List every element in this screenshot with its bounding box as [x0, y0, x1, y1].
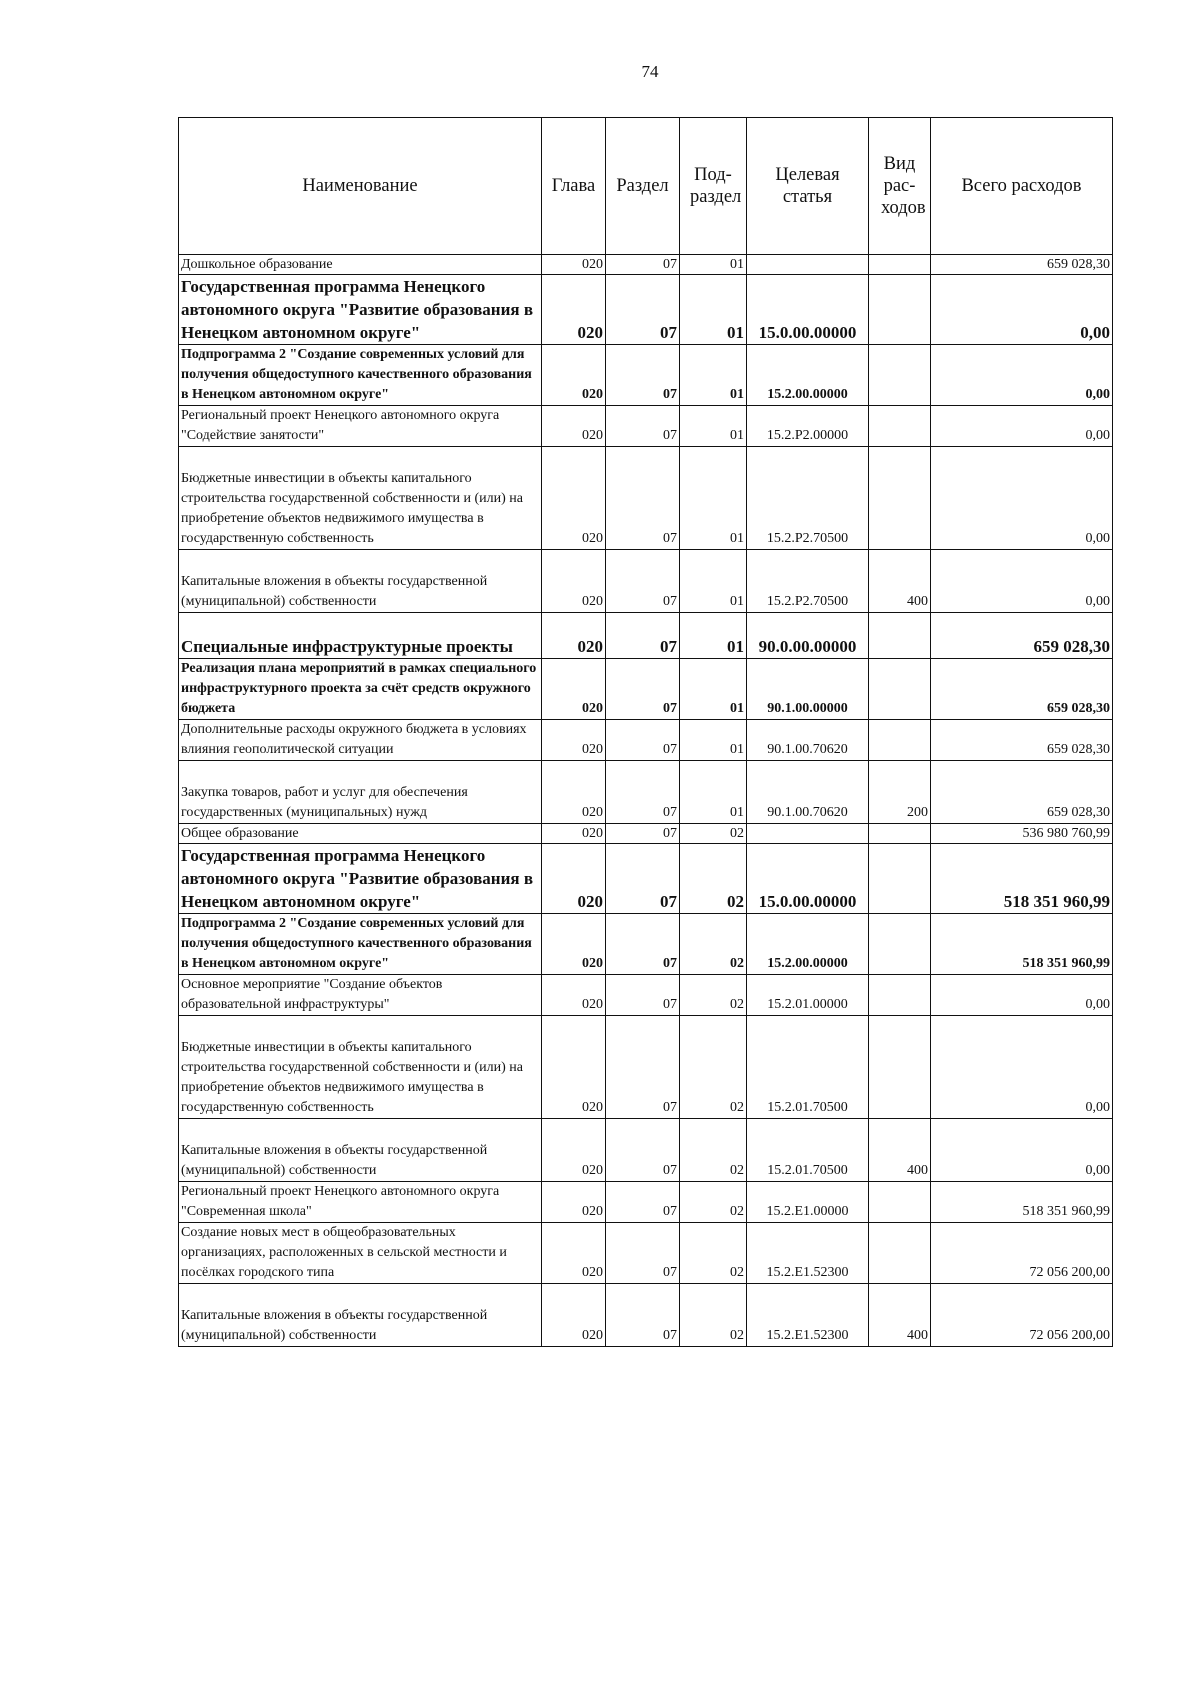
- row-subsection: 02: [680, 975, 747, 1016]
- row-name: Региональный проект Ненецкого автономного округа "Содействие занятости": [179, 406, 542, 447]
- row-total: 0,00: [931, 975, 1113, 1016]
- row-name: Капитальные вложения в объекты государственной (муниципальной) собственности: [179, 550, 542, 613]
- row-chapter: 020: [542, 844, 606, 914]
- row-target: 15.2.P2.70500: [747, 447, 869, 550]
- row-subsection: 02: [680, 824, 747, 844]
- row-type: [869, 1223, 931, 1284]
- row-chapter: 020: [542, 550, 606, 613]
- row-section: 07: [606, 345, 680, 406]
- row-subsection: 02: [680, 1223, 747, 1284]
- row-chapter: 020: [542, 255, 606, 275]
- table-row: [179, 720, 1113, 761]
- row-type: [869, 975, 931, 1016]
- row-target: 15.2.01.70500: [747, 1016, 869, 1119]
- row-total: 72 056 200,00: [931, 1223, 1113, 1284]
- row-chapter: 020: [542, 613, 606, 659]
- row-name: Закупка товаров, работ и услуг для обеспечения государственных (муниципальных) нужд: [179, 761, 542, 824]
- row-type: 400: [869, 550, 931, 613]
- row-total: 0,00: [931, 1119, 1113, 1182]
- row-subsection: 01: [680, 255, 747, 275]
- row-subsection: 01: [680, 275, 747, 345]
- row-total: 72 056 200,00: [931, 1284, 1113, 1347]
- row-total: 0,00: [931, 345, 1113, 406]
- row-chapter: 020: [542, 761, 606, 824]
- row-target: 15.2.00.00000: [747, 914, 869, 975]
- row-total: 518 351 960,99: [931, 914, 1113, 975]
- row-chapter: 020: [542, 1223, 606, 1284]
- table-row: [179, 914, 1113, 975]
- row-type: [869, 275, 931, 345]
- row-type: [869, 345, 931, 406]
- row-type: 400: [869, 1284, 931, 1347]
- row-chapter: 020: [542, 1016, 606, 1119]
- row-target: 15.0.00.00000: [747, 275, 869, 345]
- row-total: 536 980 760,99: [931, 824, 1113, 844]
- row-subsection: 02: [680, 1119, 747, 1182]
- table-header-row: [179, 118, 1113, 255]
- row-type: [869, 255, 931, 275]
- row-name: Подпрограмма 2 "Создание современных условий для получения общедоступного качественного образования в Ненецком автономном округе": [179, 345, 542, 406]
- row-subsection: 01: [680, 613, 747, 659]
- row-subsection: 01: [680, 761, 747, 824]
- row-total: 0,00: [931, 1016, 1113, 1119]
- row-subsection: 01: [680, 659, 747, 720]
- row-name: Дошкольное образование: [179, 255, 542, 275]
- table-row: [179, 345, 1113, 406]
- row-target: 15.2.P2.00000: [747, 406, 869, 447]
- row-name: Государственная программа Ненецкого автономного округа "Развитие образования в Ненецком автономном округе": [179, 275, 542, 345]
- table-row: [179, 1182, 1113, 1223]
- row-type: 200: [869, 761, 931, 824]
- row-total: 659 028,30: [931, 761, 1113, 824]
- row-type: [869, 406, 931, 447]
- header-chapter: Глава: [542, 118, 606, 255]
- row-target: 90.0.00.00000: [747, 613, 869, 659]
- header-subsection: Под-раздел: [680, 118, 747, 255]
- row-section: 07: [606, 1284, 680, 1347]
- row-type: [869, 844, 931, 914]
- table-row: [179, 975, 1113, 1016]
- row-target: 15.2.00.00000: [747, 345, 869, 406]
- row-section: 07: [606, 824, 680, 844]
- row-target: 15.2.E1.52300: [747, 1223, 869, 1284]
- row-section: 07: [606, 406, 680, 447]
- row-section: 07: [606, 1223, 680, 1284]
- row-section: 07: [606, 975, 680, 1016]
- row-total: 659 028,30: [931, 255, 1113, 275]
- row-target: [747, 824, 869, 844]
- row-chapter: 020: [542, 914, 606, 975]
- row-type: [869, 914, 931, 975]
- row-target: 15.2.E1.00000: [747, 1182, 869, 1223]
- table-row: [179, 1223, 1113, 1284]
- row-type: [869, 1016, 931, 1119]
- header-name: Наименование: [179, 118, 542, 255]
- table-row: [179, 761, 1113, 824]
- row-name: Региональный проект Ненецкого автономного округа "Современная школа": [179, 1182, 542, 1223]
- row-type: [869, 613, 931, 659]
- row-subsection: 01: [680, 447, 747, 550]
- row-target: [747, 255, 869, 275]
- row-chapter: 020: [542, 975, 606, 1016]
- row-chapter: 020: [542, 275, 606, 345]
- row-type: [869, 824, 931, 844]
- table-row: [179, 1119, 1113, 1182]
- row-name: Общее образование: [179, 824, 542, 844]
- row-name: Бюджетные инвестиции в объекты капитального строительства государственной собственности и (или) на приобретение объектов недвижимого имущества в государственную собственность: [179, 1016, 542, 1119]
- row-name: Бюджетные инвестиции в объекты капитального строительства государственной собственности и (или) на приобретение объектов недвижимого имущества в государственную собственность: [179, 447, 542, 550]
- page-number: 74: [641, 62, 659, 81]
- row-type: [869, 1182, 931, 1223]
- row-subsection: 02: [680, 1284, 747, 1347]
- row-target: 90.1.00.70620: [747, 761, 869, 824]
- table-row: [179, 275, 1113, 345]
- table-row: [179, 659, 1113, 720]
- row-target: 15.2.E1.52300: [747, 1284, 869, 1347]
- row-section: 07: [606, 1182, 680, 1223]
- row-name: Капитальные вложения в объекты государственной (муниципальной) собственности: [179, 1119, 542, 1182]
- table-row: [179, 447, 1113, 550]
- row-subsection: 02: [680, 844, 747, 914]
- row-chapter: 020: [542, 1284, 606, 1347]
- row-total: 659 028,30: [931, 613, 1113, 659]
- budget-table: [178, 117, 1113, 1347]
- row-name: Основное мероприятие "Создание объектов образовательной инфраструктуры": [179, 975, 542, 1016]
- row-type: 400: [869, 1119, 931, 1182]
- row-section: 07: [606, 1016, 680, 1119]
- row-chapter: 020: [542, 824, 606, 844]
- header-section: Раздел: [606, 118, 680, 255]
- row-subsection: 01: [680, 550, 747, 613]
- row-name: Создание новых мест в общеобразовательных организациях, расположенных в сельской местности и посёлках городского типа: [179, 1223, 542, 1284]
- row-chapter: 020: [542, 345, 606, 406]
- row-section: 07: [606, 914, 680, 975]
- row-type: [869, 447, 931, 550]
- row-type: [869, 720, 931, 761]
- row-name: Специальные инфраструктурные проекты: [179, 613, 542, 659]
- row-total: 0,00: [931, 275, 1113, 345]
- row-total: 0,00: [931, 550, 1113, 613]
- table-row: [179, 550, 1113, 613]
- row-total: 0,00: [931, 447, 1113, 550]
- row-name: Реализация плана мероприятий в рамках специального инфраструктурного проекта за счёт средств окружного бюджета: [179, 659, 542, 720]
- header-expense-type: Вид рас-ходов: [869, 118, 931, 255]
- row-type: [869, 659, 931, 720]
- row-chapter: 020: [542, 659, 606, 720]
- row-section: 07: [606, 550, 680, 613]
- row-section: 07: [606, 720, 680, 761]
- row-section: 07: [606, 275, 680, 345]
- table-row: [179, 1284, 1113, 1347]
- row-section: 07: [606, 659, 680, 720]
- row-target: 15.2.01.00000: [747, 975, 869, 1016]
- row-total: 659 028,30: [931, 659, 1113, 720]
- row-total: 659 028,30: [931, 720, 1113, 761]
- row-name: Капитальные вложения в объекты государственной (муниципальной) собственности: [179, 1284, 542, 1347]
- row-total: 518 351 960,99: [931, 844, 1113, 914]
- row-subsection: 02: [680, 1182, 747, 1223]
- row-chapter: 020: [542, 406, 606, 447]
- row-subsection: 02: [680, 914, 747, 975]
- row-section: 07: [606, 447, 680, 550]
- row-target: 90.1.00.70620: [747, 720, 869, 761]
- table-row: [179, 255, 1113, 275]
- header-target: Целевая статья: [747, 118, 869, 255]
- row-name: Государственная программа Ненецкого автономного округа "Развитие образования в Ненецком автономном округе": [179, 844, 542, 914]
- row-chapter: 020: [542, 1182, 606, 1223]
- row-section: 07: [606, 761, 680, 824]
- row-target: 15.0.00.00000: [747, 844, 869, 914]
- row-target: 15.2.01.70500: [747, 1119, 869, 1182]
- row-target: 15.2.P2.70500: [747, 550, 869, 613]
- row-total: 0,00: [931, 406, 1113, 447]
- header-total: Всего расходов: [931, 118, 1113, 255]
- row-name: Подпрограмма 2 "Создание современных условий для получения общедоступного качественного образования в Ненецком автономном округе": [179, 914, 542, 975]
- row-section: 07: [606, 613, 680, 659]
- table-row: [179, 406, 1113, 447]
- row-section: 07: [606, 1119, 680, 1182]
- row-chapter: 020: [542, 720, 606, 761]
- row-chapter: 020: [542, 447, 606, 550]
- row-subsection: 02: [680, 1016, 747, 1119]
- table-row: [179, 1016, 1113, 1119]
- table-row: [179, 613, 1113, 659]
- row-section: 07: [606, 844, 680, 914]
- row-section: 07: [606, 255, 680, 275]
- table-row: [179, 844, 1113, 914]
- row-target: 90.1.00.00000: [747, 659, 869, 720]
- row-total: 518 351 960,99: [931, 1182, 1113, 1223]
- row-name: Дополнительные расходы окружного бюджета в условиях влияния геополитической ситуации: [179, 720, 542, 761]
- row-subsection: 01: [680, 720, 747, 761]
- row-subsection: 01: [680, 406, 747, 447]
- row-chapter: 020: [542, 1119, 606, 1182]
- table-row: [179, 824, 1113, 844]
- row-subsection: 01: [680, 345, 747, 406]
